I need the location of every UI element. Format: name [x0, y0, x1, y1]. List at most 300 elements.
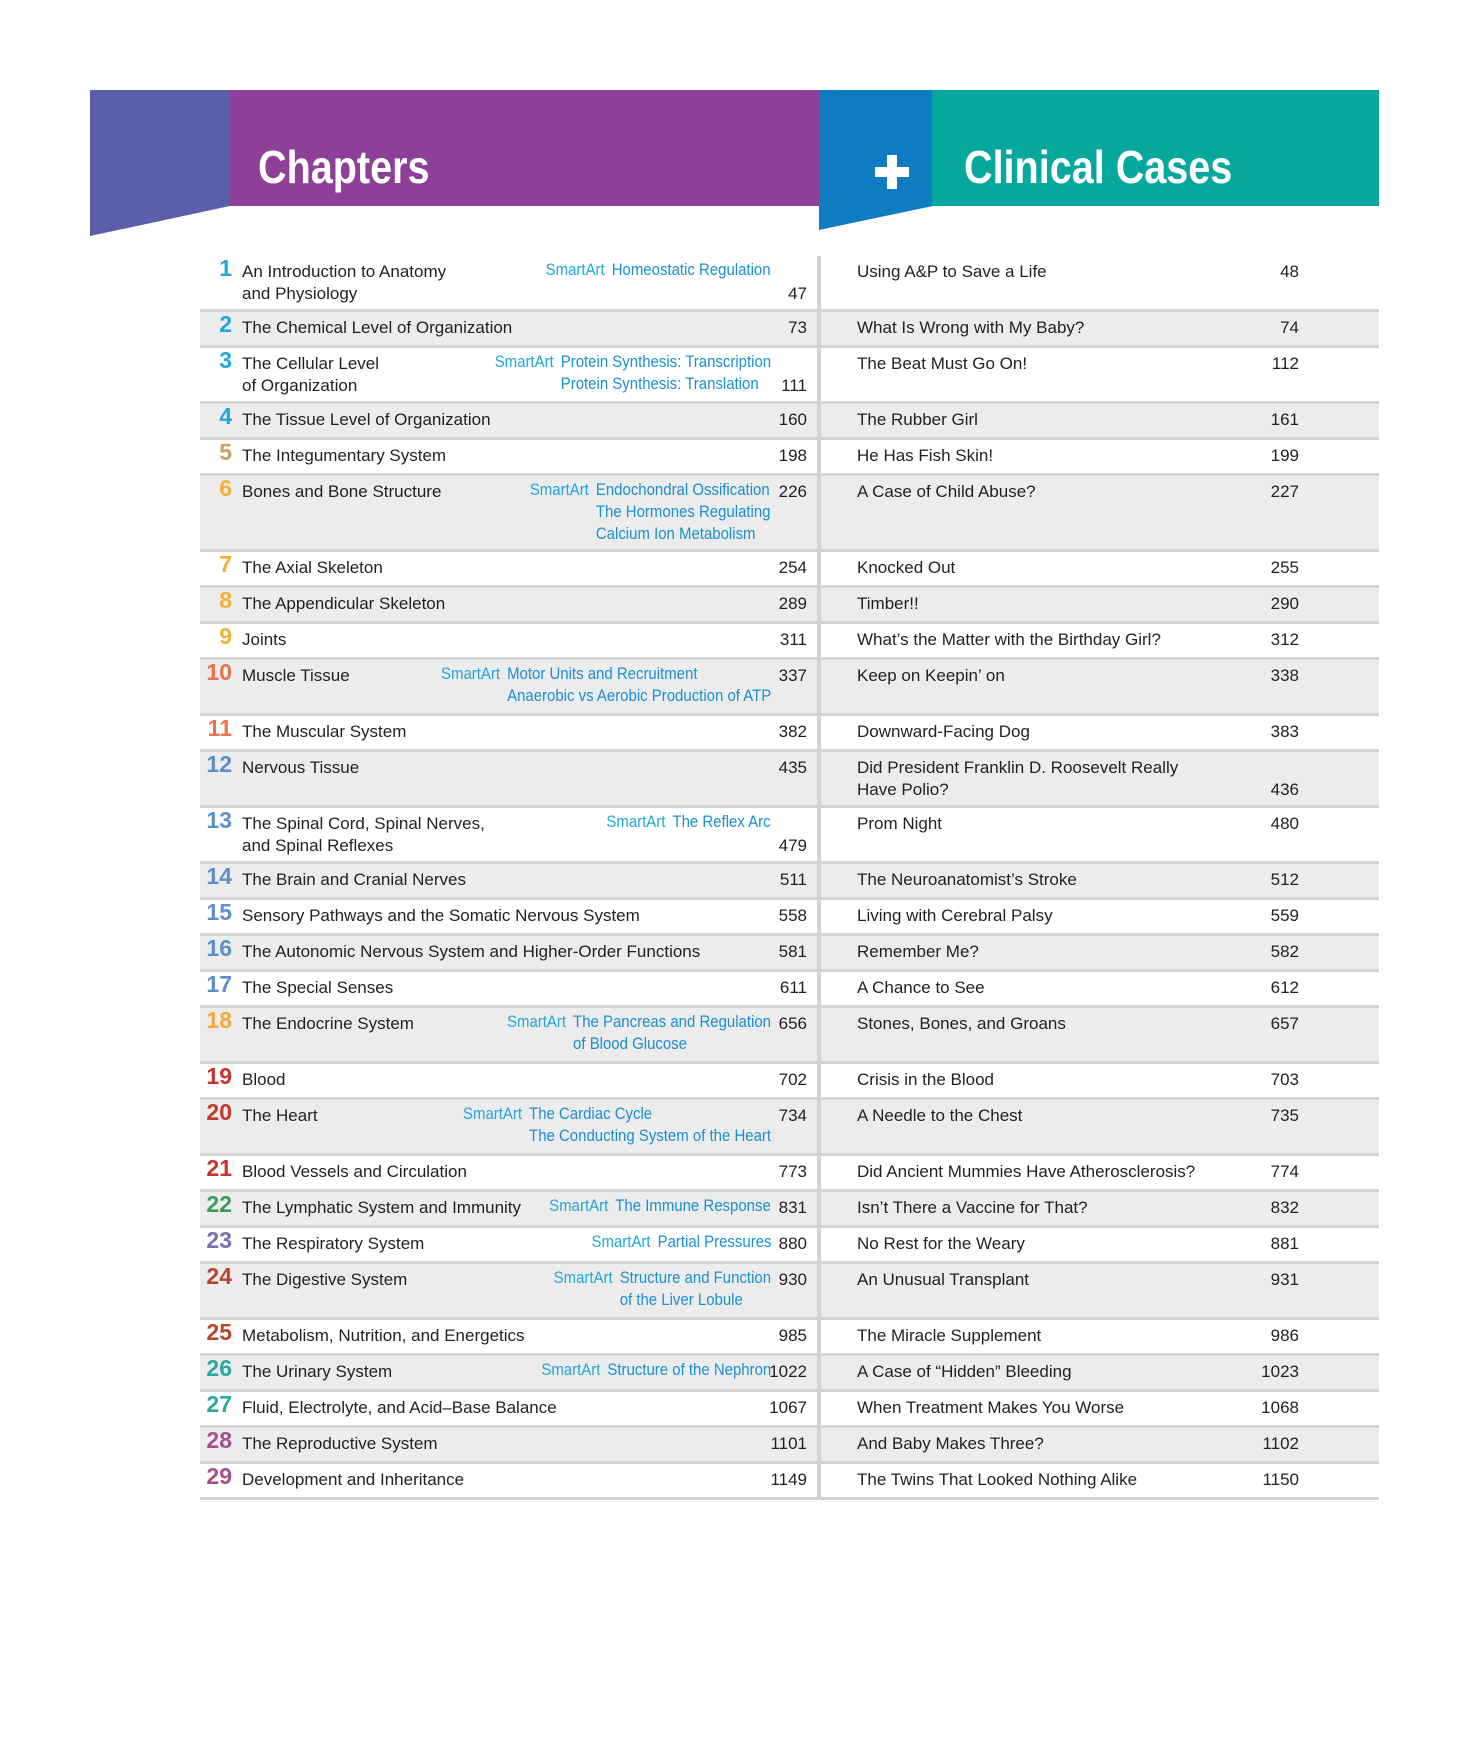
clinical-case-title[interactable]: No Rest for the Weary — [857, 1234, 1025, 1253]
clinical-case-title[interactable]: And Baby Makes Three? — [857, 1434, 1044, 1453]
table-row — [200, 1192, 1379, 1228]
chapter-title[interactable]: The Special Senses — [242, 978, 394, 997]
chapter-page-number: 511 — [779, 870, 807, 889]
chapter-page-number: 831 — [778, 1198, 807, 1217]
chapter-page-number: 880 — [778, 1234, 807, 1253]
column-divider — [817, 256, 821, 312]
column-divider — [817, 348, 821, 404]
clinical-case-page-number: 48 — [1280, 262, 1299, 281]
clinical-case-title[interactable]: Stones, Bones, and Groans — [857, 1014, 1066, 1033]
chapter-number: 4 — [219, 403, 232, 429]
clinical-case-page-number: 227 — [1270, 482, 1299, 501]
column-divider — [817, 404, 821, 440]
column-divider — [817, 660, 821, 716]
chapter-cell — [200, 1464, 817, 1497]
clinical-case-title[interactable]: Living with Cerebral Palsy — [857, 906, 1053, 925]
smartart-links — [530, 479, 771, 545]
table-row — [200, 1064, 1379, 1100]
clinical-case-title[interactable]: Timber!! — [857, 594, 919, 613]
smartart-label: SmartArt — [440, 664, 500, 683]
chapter-cell — [200, 972, 817, 1005]
smartart-topic-link[interactable]: Protein Synthesis: Translation — [560, 374, 759, 393]
table-row — [200, 624, 1379, 660]
clinical-case-title[interactable]: A Chance to See — [857, 978, 985, 997]
clinical-case-cell — [821, 1428, 1379, 1461]
clinical-case-cell — [821, 808, 1379, 861]
table-row — [200, 1464, 1379, 1500]
column-divider — [817, 440, 821, 476]
table-row — [200, 1008, 1379, 1064]
table-row — [200, 552, 1379, 588]
clinical-case-cell — [821, 1320, 1379, 1353]
clinical-case-cell — [821, 1264, 1379, 1317]
chapter-cell — [200, 1008, 817, 1061]
column-divider — [817, 1392, 821, 1428]
chapter-number: 17 — [206, 971, 232, 997]
column-divider — [817, 476, 821, 552]
clinical-case-page-number: 559 — [1270, 906, 1299, 925]
chapter-cell — [200, 716, 817, 749]
smartart-topic-link[interactable]: Homeostatic Regulation — [612, 260, 771, 279]
chapter-number: 19 — [206, 1063, 232, 1089]
table-row — [200, 660, 1379, 716]
clinical-case-page-number: 832 — [1270, 1198, 1299, 1217]
smartart-links — [591, 1231, 771, 1253]
chapter-cell — [200, 1392, 817, 1425]
clinical-case-cell — [821, 1392, 1379, 1425]
clinical-case-title[interactable]: The Beat Must Go On! — [857, 354, 1028, 373]
column-divider — [817, 1264, 821, 1320]
chapter-title[interactable]: Fluid, Electrolyte, and Acid–Base Balance — [242, 1398, 557, 1417]
smartart-label: SmartArt — [553, 1268, 613, 1287]
table-row — [200, 808, 1379, 864]
smartart-topic-link[interactable]: Calcium Ion Metabolism — [596, 524, 756, 543]
chapter-number: 21 — [206, 1155, 232, 1181]
table-row — [200, 936, 1379, 972]
chapter-cell — [200, 440, 817, 473]
clinical-case-cell — [821, 936, 1379, 969]
clinical-case-title[interactable]: Isn’t There a Vaccine for That? — [857, 1198, 1088, 1217]
table-row — [200, 312, 1379, 348]
chapter-title[interactable]: The Respiratory System — [242, 1234, 425, 1253]
chapter-cell — [200, 1192, 817, 1225]
clinical-case-cell — [821, 1100, 1379, 1153]
clinical-case-title[interactable]: A Case of “Hidden” Bleeding — [857, 1362, 1072, 1381]
table-row — [200, 1228, 1379, 1264]
clinical-case-cell — [821, 716, 1379, 749]
clinical-case-cell — [821, 660, 1379, 713]
table-row — [200, 1100, 1379, 1156]
contents-table — [200, 256, 1379, 1500]
chapter-cell — [200, 808, 817, 861]
smartart-links — [554, 1267, 771, 1311]
chapter-cell — [200, 1228, 817, 1261]
column-divider — [817, 1464, 821, 1500]
chapter-title[interactable]: Metabolism, Nutrition, and Energetics — [242, 1326, 525, 1345]
chapter-title[interactable]: The Tissue Level of Organization — [242, 410, 491, 429]
chapter-cell — [200, 552, 817, 585]
chapter-page-number: 1101 — [770, 1434, 807, 1453]
column-divider — [817, 552, 821, 588]
smartart-topic-link[interactable]: The Reflex Arc — [672, 812, 771, 831]
clinical-case-page-number: 436 — [1270, 780, 1299, 799]
clinical-case-cell — [821, 1156, 1379, 1189]
chapter-page-number: 1022 — [769, 1362, 807, 1381]
table-row — [200, 440, 1379, 476]
clinical-case-cell — [821, 440, 1379, 473]
clinical-case-page-number: 74 — [1280, 318, 1299, 337]
smartart-label: SmartArt — [546, 260, 606, 279]
column-divider — [817, 312, 821, 348]
chapter-number: 23 — [206, 1227, 232, 1253]
clinical-case-page-number: 290 — [1270, 594, 1299, 613]
chapter-cell — [200, 864, 817, 897]
column-divider — [817, 1320, 821, 1356]
clinical-case-page-number: 986 — [1270, 1326, 1299, 1345]
table-row — [200, 1320, 1379, 1356]
smartart-topic-link[interactable]: Structure of the Nephron — [607, 1360, 771, 1379]
column-divider — [817, 624, 821, 660]
column-divider — [817, 1356, 821, 1392]
chapter-title[interactable]: The Brain and Cranial Nerves — [242, 870, 466, 889]
chapter-cell — [200, 1264, 817, 1317]
clinical-case-page-number: 1068 — [1261, 1398, 1299, 1417]
smartart-topic-link[interactable]: The Conducting System of the Heart — [529, 1126, 771, 1145]
clinical-case-title[interactable]: Did Ancient Mummies Have Atherosclerosis? — [857, 1162, 1196, 1181]
chapter-page-number: 1149 — [770, 1470, 807, 1489]
clinical-case-cell — [821, 1464, 1379, 1497]
clinical-case-cell — [821, 1356, 1379, 1389]
chapters-header — [229, 90, 819, 206]
clinical-case-title[interactable]: The Neuroanatomist’s Stroke — [857, 870, 1077, 889]
smartart-label: SmartArt — [494, 352, 554, 371]
chapter-number: 6 — [219, 475, 232, 501]
chapter-number: 5 — [219, 439, 232, 465]
smartart-label: SmartArt — [606, 812, 666, 831]
chapter-number: 25 — [206, 1319, 232, 1345]
table-row — [200, 972, 1379, 1008]
chapter-title[interactable]: An Introduction to Anatomy and Physiology — [242, 262, 447, 303]
chapter-title[interactable]: Blood — [242, 1070, 286, 1089]
chapter-cell — [200, 348, 817, 401]
chapter-title[interactable]: The Integumentary System — [242, 446, 447, 465]
chapter-page-number: 435 — [778, 758, 807, 777]
chapter-number: 26 — [206, 1355, 232, 1381]
smartart-topic-link[interactable]: Partial Pressures — [657, 1232, 771, 1251]
chapter-title[interactable]: The Digestive System — [242, 1270, 408, 1289]
chapter-cell — [200, 936, 817, 969]
smartart-label: SmartArt — [530, 480, 590, 499]
table-row — [200, 256, 1379, 312]
chapter-number: 8 — [219, 587, 232, 613]
column-divider — [817, 1228, 821, 1264]
column-divider — [817, 900, 821, 936]
smartart-topic-link[interactable]: The Hormones Regulating — [596, 502, 771, 521]
chapter-page-number: 479 — [778, 836, 807, 855]
clinical-case-page-number: 161 — [1270, 410, 1299, 429]
table-row — [200, 404, 1379, 440]
column-divider — [817, 752, 821, 808]
smartart-links — [441, 663, 771, 707]
clinical-case-page-number: 383 — [1270, 722, 1299, 741]
chapter-number: 10 — [206, 659, 232, 685]
chapter-page-number: 581 — [778, 942, 807, 961]
smartart-topic-link[interactable]: Motor Units and Recruitment — [506, 664, 698, 683]
clinical-case-title[interactable]: Prom Night — [857, 814, 943, 833]
chapter-page-number: 1067 — [769, 1398, 807, 1417]
clinical-case-cell — [821, 476, 1379, 549]
smartart-topic-link[interactable]: of Blood Glucose — [573, 1034, 687, 1053]
clinical-case-page-number: 703 — [1270, 1070, 1299, 1089]
smartart-label: SmartArt — [549, 1196, 609, 1215]
clinical-case-cell — [821, 1064, 1379, 1097]
clinical-case-cell — [821, 1008, 1379, 1061]
clinical-case-page-number: 1023 — [1261, 1362, 1299, 1381]
smartart-topic-link[interactable]: Protein Synthesis: Transcription — [560, 352, 771, 371]
chapter-title[interactable]: Muscle Tissue — [242, 666, 350, 685]
clinical-case-cell — [821, 588, 1379, 621]
chapter-page-number: 226 — [778, 482, 807, 501]
clinical-case-title[interactable]: Knocked Out — [857, 558, 956, 577]
chapter-page-number: 160 — [778, 410, 807, 429]
clinical-case-title[interactable]: Remember Me? — [857, 942, 979, 961]
table-row — [200, 1356, 1379, 1392]
chapter-title[interactable]: Nervous Tissue — [242, 758, 360, 777]
column-divider — [817, 716, 821, 752]
clinical-case-cell — [821, 864, 1379, 897]
clinical-case-cell — [821, 1228, 1379, 1261]
table-row — [200, 716, 1379, 752]
column-divider — [817, 936, 821, 972]
chapter-cell — [200, 1064, 817, 1097]
smartart-topic-link[interactable]: Anaerobic vs Aerobic Production of ATP — [506, 686, 771, 705]
clinical-case-title[interactable]: Crisis in the Blood — [857, 1070, 995, 1089]
chapter-title[interactable]: Joints — [242, 630, 287, 649]
clinical-case-cell — [821, 972, 1379, 1005]
chapter-cell — [200, 624, 817, 657]
clinical-case-page-number: 881 — [1270, 1234, 1299, 1253]
smartart-topic-link[interactable]: The Pancreas and Regulation — [573, 1012, 771, 1031]
clinical-case-title[interactable]: A Case of Child Abuse? — [857, 482, 1036, 501]
clinical-case-cell — [821, 312, 1379, 345]
clinical-case-title[interactable]: Using A&P to Save a Life — [857, 262, 1047, 281]
clinical-case-page-number: 512 — [1270, 870, 1299, 889]
clinical-case-page-number: 199 — [1270, 446, 1299, 465]
chapter-title[interactable]: Bones and Bone Structure — [242, 482, 442, 501]
chapter-cell — [200, 1156, 817, 1189]
clinical-case-cell — [821, 348, 1379, 401]
clinical-case-title[interactable]: Did President Franklin D. Roosevelt Really Have Polio? — [857, 758, 1179, 799]
chapter-page-number: 254 — [778, 558, 807, 577]
chapter-cell — [200, 476, 817, 549]
clinical-case-page-number: 774 — [1270, 1162, 1299, 1181]
clinical-cases-title: Clinical Cases — [964, 141, 1233, 193]
chapter-number: 11 — [207, 715, 232, 741]
table-row — [200, 1428, 1379, 1464]
clinical-case-title[interactable]: Keep on Keepin’ on — [857, 666, 1005, 685]
clinical-case-page-number: 338 — [1270, 666, 1299, 685]
chapter-title[interactable]: Development and Inheritance — [242, 1470, 465, 1489]
clinical-case-cell — [821, 404, 1379, 437]
chapter-number: 27 — [206, 1391, 232, 1417]
smartart-links — [495, 351, 771, 395]
table-row — [200, 752, 1379, 808]
chapter-cell — [200, 588, 817, 621]
smartart-topic-link[interactable]: The Cardiac Cycle — [529, 1104, 653, 1123]
clinical-case-page-number: 735 — [1270, 1106, 1299, 1125]
chapter-number: 14 — [206, 863, 232, 889]
clinical-case-page-number: 312 — [1270, 630, 1299, 649]
column-divider — [817, 1008, 821, 1064]
header-accent-left — [90, 90, 230, 206]
chapter-cell — [200, 1428, 817, 1461]
chapter-number: 29 — [206, 1463, 232, 1489]
chapter-page-number: 337 — [778, 666, 807, 685]
table-row — [200, 864, 1379, 900]
chapter-number: 13 — [206, 807, 232, 833]
table-row — [200, 476, 1379, 552]
smartart-label: SmartArt — [591, 1232, 651, 1251]
clinical-case-page-number: 1102 — [1262, 1434, 1299, 1453]
chapter-number: 7 — [219, 551, 232, 577]
chapter-page-number: 930 — [778, 1270, 807, 1289]
clinical-cases-header — [932, 90, 1379, 206]
chapter-page-number: 702 — [778, 1070, 807, 1089]
chapter-number: 3 — [219, 347, 232, 373]
chapter-number: 20 — [206, 1099, 232, 1125]
chapter-title[interactable]: The Autonomic Nervous System and Higher-Order Functions — [242, 942, 701, 961]
table-row — [200, 588, 1379, 624]
clinical-case-cell — [821, 256, 1379, 309]
chapter-page-number: 289 — [778, 594, 807, 613]
chapter-cell — [200, 256, 817, 309]
clinical-case-title[interactable]: He Has Fish Skin! — [857, 446, 994, 465]
chapter-number: 18 — [206, 1007, 232, 1033]
column-divider — [817, 808, 821, 864]
smartart-links — [549, 1195, 771, 1217]
chapters-title: Chapters — [258, 141, 430, 193]
chapter-page-number: 311 — [779, 630, 807, 649]
chapter-title[interactable]: Sensory Pathways and the Somatic Nervous System — [242, 906, 640, 925]
chapter-page-number: 111 — [781, 376, 807, 395]
chapter-number: 22 — [206, 1191, 232, 1217]
chapter-page-number: 773 — [778, 1162, 807, 1181]
clinical-case-title[interactable]: A Needle to the Chest — [857, 1106, 1023, 1125]
smartart-links — [541, 1359, 771, 1381]
chapter-title[interactable]: Blood Vessels and Circulation — [242, 1162, 467, 1181]
column-divider — [817, 1100, 821, 1156]
chapter-page-number: 198 — [778, 446, 807, 465]
chapter-page-number: 47 — [788, 284, 807, 303]
chapter-title[interactable]: The Reproductive System — [242, 1434, 438, 1453]
chapter-cell — [200, 1320, 817, 1353]
plus-icon — [875, 155, 909, 189]
clinical-case-page-number: 255 — [1270, 558, 1299, 577]
chapter-page-number: 656 — [778, 1014, 807, 1033]
chapter-title[interactable]: The Lymphatic System and Immunity — [242, 1198, 522, 1217]
smartart-label: SmartArt — [462, 1104, 522, 1123]
clinical-case-title[interactable]: What Is Wrong with My Baby? — [857, 318, 1085, 337]
smartart-links — [507, 1011, 771, 1055]
smartart-topic-link[interactable]: Structure and Function — [619, 1268, 771, 1287]
smartart-label: SmartArt — [507, 1012, 567, 1031]
chapter-cell — [200, 404, 817, 437]
clinical-case-title[interactable]: An Unusual Transplant — [857, 1270, 1029, 1289]
clinical-case-cell — [821, 552, 1379, 585]
clinical-case-cell — [821, 900, 1379, 933]
column-divider — [817, 864, 821, 900]
chapter-cell — [200, 1356, 817, 1389]
table-row — [200, 348, 1379, 404]
chapter-title[interactable]: The Chemical Level of Organization — [242, 318, 513, 337]
chapter-page-number: 558 — [778, 906, 807, 925]
clinical-case-title[interactable]: What’s the Matter with the Birthday Girl? — [857, 630, 1161, 649]
column-divider — [817, 1064, 821, 1100]
chapter-number: 9 — [219, 623, 232, 649]
clinical-case-cell — [821, 1192, 1379, 1225]
chapter-number: 15 — [206, 899, 232, 925]
chapter-number: 2 — [219, 311, 232, 337]
clinical-case-page-number: 931 — [1270, 1270, 1299, 1289]
clinical-case-cell — [821, 752, 1379, 805]
column-divider — [817, 588, 821, 624]
clinical-case-title[interactable]: The Twins That Looked Nothing Alike — [857, 1470, 1138, 1489]
smartart-links — [607, 811, 771, 833]
clinical-case-title[interactable]: Downward-Facing Dog — [857, 722, 1030, 741]
chapter-title[interactable]: The Heart — [242, 1106, 318, 1125]
chapter-title[interactable]: The Muscular System — [242, 722, 407, 741]
smartart-topic-link[interactable]: Endochondral Ossification — [596, 480, 771, 499]
column-divider — [817, 972, 821, 1008]
chapter-cell — [200, 1100, 817, 1153]
clinical-case-page-number: 612 — [1270, 978, 1299, 997]
column-divider — [817, 1192, 821, 1228]
chapter-number: 24 — [206, 1263, 232, 1289]
clinical-case-title[interactable]: The Rubber Girl — [857, 410, 978, 429]
smartart-links — [463, 1103, 771, 1147]
chapter-title[interactable]: The Endocrine System — [242, 1014, 414, 1033]
clinical-case-page-number: 480 — [1270, 814, 1299, 833]
clinical-case-page-number: 1150 — [1262, 1470, 1299, 1489]
smartart-topic-link[interactable]: The Immune Response — [615, 1196, 771, 1215]
chapter-title[interactable]: The Cellular Level of Organization — [242, 354, 380, 395]
header-accent-left-tail — [90, 206, 230, 236]
chapter-number: 1 — [219, 255, 232, 281]
clinical-case-title[interactable]: The Miracle Supplement — [857, 1326, 1042, 1345]
plus-tab-tail — [819, 206, 933, 230]
chapter-number: 12 — [206, 751, 232, 777]
chapter-number: 16 — [206, 935, 232, 961]
chapter-cell — [200, 900, 817, 933]
smartart-topic-link[interactable]: of the Liver Lobule — [619, 1290, 743, 1309]
clinical-case-page-number: 112 — [1271, 354, 1299, 373]
chapter-title[interactable]: The Urinary System — [242, 1362, 393, 1381]
chapter-cell — [200, 660, 817, 713]
chapter-page-number: 73 — [788, 318, 807, 337]
column-divider — [817, 1428, 821, 1464]
clinical-case-title[interactable]: When Treatment Makes You Worse — [857, 1398, 1125, 1417]
chapter-page-number: 382 — [778, 722, 807, 741]
table-row — [200, 1156, 1379, 1192]
column-divider — [817, 1156, 821, 1192]
chapter-title[interactable]: The Axial Skeleton — [242, 558, 383, 577]
table-row — [200, 1392, 1379, 1428]
chapter-page-number: 734 — [778, 1106, 807, 1125]
chapter-title[interactable]: The Spinal Cord, Spinal Nerves, and Spinal Reflexes — [242, 814, 485, 855]
clinical-case-page-number: 582 — [1270, 942, 1299, 961]
chapter-title[interactable]: The Appendicular Skeleton — [242, 594, 446, 613]
clinical-case-page-number: 657 — [1270, 1014, 1299, 1033]
